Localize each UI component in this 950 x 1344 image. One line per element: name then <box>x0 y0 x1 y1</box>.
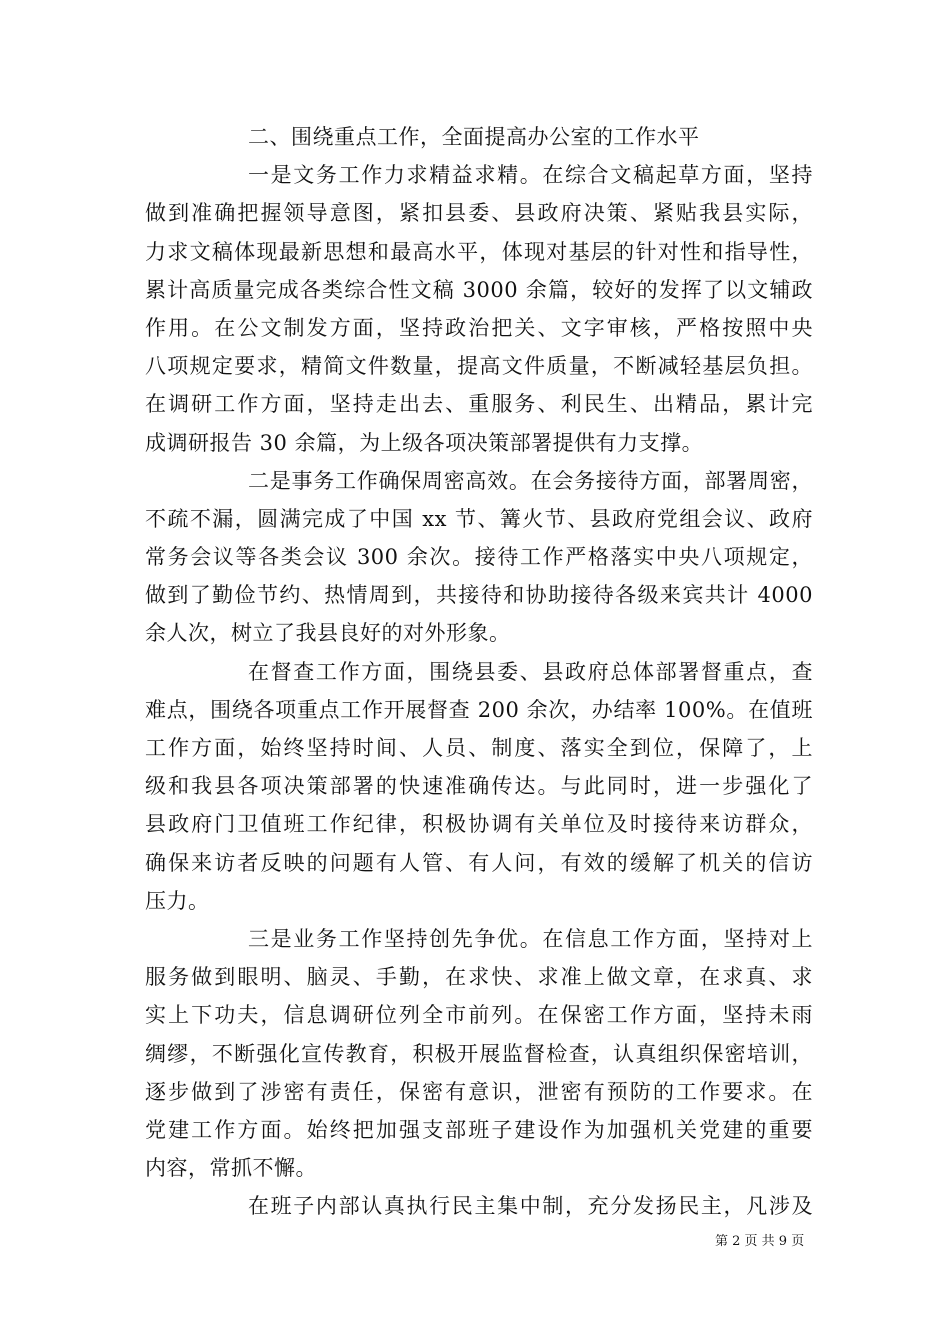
paragraph-line: 服务做到眼明、脑灵、手勤，在求快、求准上做文章，在求真、求 <box>145 965 813 990</box>
section-heading: 二、围绕重点工作，全面提高办公室的工作水平 <box>248 125 700 149</box>
paragraph-line: 县政府门卫值班工作纪律，积极协调有关单位及时接待来访群众， <box>145 812 813 837</box>
paragraph-line: 绸缪，不断强化宣传教育，积极开展监督检查，认真组织保密培训， <box>145 1041 813 1066</box>
paragraph-line: 做到了勤俭节约、热情周到，共接待和协助接待各级来宾共计 4000 <box>145 583 813 608</box>
paragraph-line: 成调研报告 30 余篇，为上级各项决策部署提供有力支撑。 <box>145 430 704 455</box>
paragraph-line: 在班子内部认真执行民主集中制，充分发扬民主，凡涉及 <box>248 1194 813 1219</box>
paragraph-line: 不疏不漏，圆满完成了中国 xx 节、篝火节、县政府党组会议、政府 <box>145 506 813 531</box>
paragraph-line: 八项规定要求，精简文件数量，提高文件质量，不断减轻基层负担。 <box>145 354 813 379</box>
paragraph-line: 压力。 <box>145 888 210 913</box>
paragraph-line: 实上下功夫，信息调研位列全市前列。在保密工作方面，坚持未雨 <box>145 1003 813 1028</box>
paragraph-line: 难点，围绕各项重点工作开展督查 200 余次，办结率 100%。在值班 <box>145 697 813 722</box>
page-number-footer: 第 2 页 共 9 页 <box>715 1234 805 1249</box>
paragraph-line: 二是事务工作确保周密高效。在会务接待方面，部署周密， <box>248 468 813 493</box>
paragraph-line: 三是业务工作坚持创先争优。在信息工作方面，坚持对上 <box>248 926 813 951</box>
paragraph-line: 做到准确把握领导意图，紧扣县委、县政府决策、紧贴我县实际， <box>145 201 813 226</box>
paragraph-line: 确保来访者反映的问题有人管、有人问，有效的缓解了机关的信访 <box>145 850 813 875</box>
paragraph-line: 工作方面，始终坚持时间、人员、制度、落实全到位，保障了，上 <box>145 736 813 760</box>
paragraph-line: 内容，常抓不懈。 <box>145 1156 317 1181</box>
paragraph-line: 逐步做到了涉密有责任，保密有意识，泄密有预防的工作要求。在 <box>145 1079 813 1104</box>
paragraph-line: 党建工作方面。始终把加强支部班子建设作为加强机关党建的重要 <box>145 1117 813 1142</box>
paragraph-line: 一是文务工作力求精益求精。在综合文稿起草方面，坚持 <box>248 163 813 188</box>
paragraph-line: 累计高质量完成各类综合性文稿 3000 余篇，较好的发挥了以文辅政 <box>145 277 813 302</box>
paragraph-line: 常务会议等各类会议 300 余次。接待工作严格落实中央八项规定， <box>145 545 813 570</box>
paragraph-line: 作用。在公文制发方面，坚持政治把关、文字审核，严格按照中央 <box>145 315 813 340</box>
paragraph-line: 在调研工作方面，坚持走出去、重服务、利民生、出精品，累计完 <box>145 392 813 417</box>
paragraph-line: 在督查工作方面，围绕县委、县政府总体部署督重点，查 <box>248 659 813 684</box>
paragraph-line: 级和我县各项决策部署的快速准确传达。与此同时，进一步强化了 <box>145 774 813 799</box>
paragraph-line: 力求文稿体现最新思想和最高水平，体现对基层的针对性和指导性， <box>145 239 813 264</box>
document-body <box>145 118 813 1225</box>
paragraph-line: 余人次，树立了我县良好的对外形象。 <box>145 621 511 646</box>
